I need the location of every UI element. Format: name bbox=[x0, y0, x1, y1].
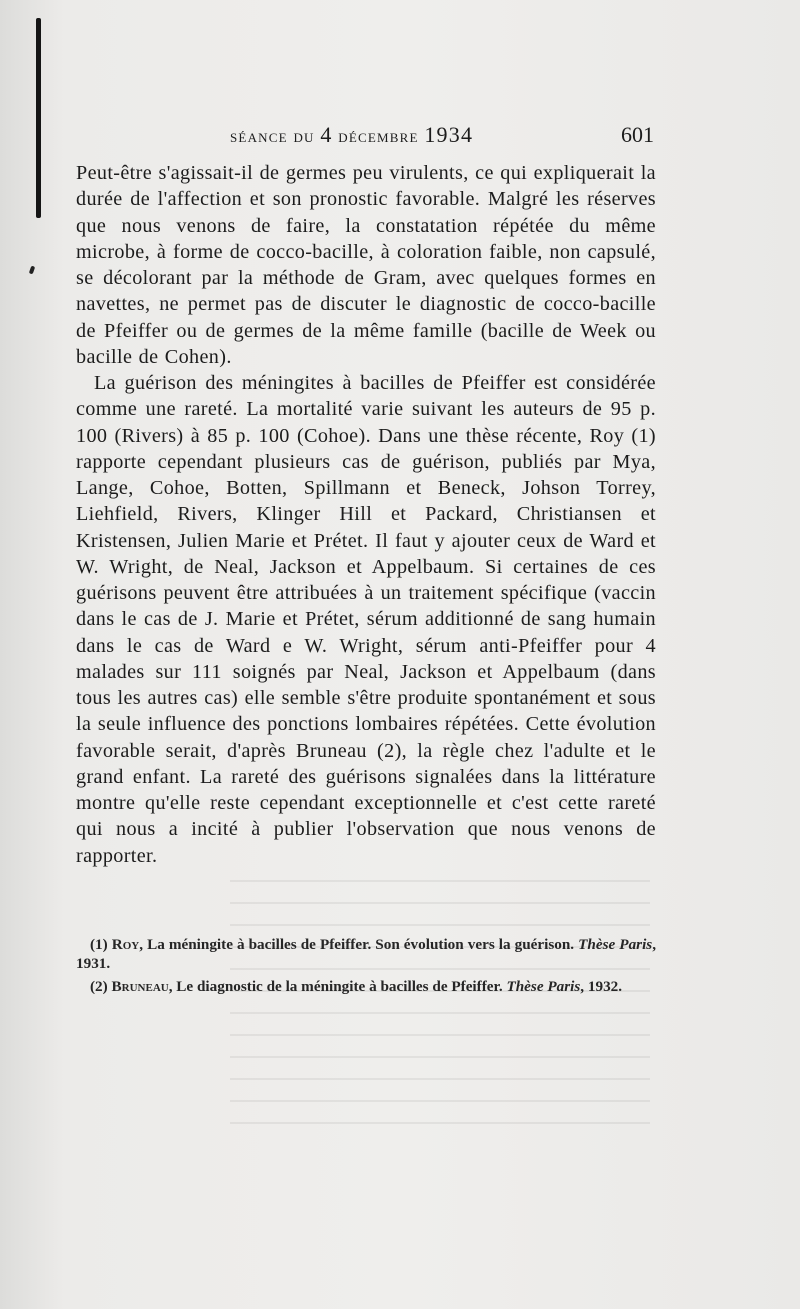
running-title bbox=[230, 122, 473, 148]
footnotes bbox=[76, 935, 656, 1000]
footnote-text: , Le diagnostic de la méningite à bacilles de Pfeiffer. bbox=[168, 978, 503, 995]
binding-shadow-mark bbox=[36, 18, 41, 218]
body-text bbox=[76, 160, 656, 869]
footnote-author: Roy bbox=[111, 936, 140, 953]
footnote-2 bbox=[76, 977, 656, 996]
footnote-source: Thèse Paris bbox=[506, 978, 581, 995]
footnote-marker: (2) bbox=[90, 978, 108, 995]
footnote-1 bbox=[76, 935, 656, 973]
footnote-text: , La méningite à bacilles de Pfeiffer. Son évolution vers la guérison. bbox=[139, 936, 575, 953]
paragraph: La guérison des méningites à bacilles de Pfeiffer est considérée comme une rareté. La mortalité varie suivant les auteurs de 95 p. 100 (Rivers) à 85 p. 100 (Cohoe). Dans une thèse récente, Roy (1) rapporte cependant plusieurs cas de guérison, publiés par Mya, Lange, Cohoe, Botten, Spillmann et Beneck, Johson Torrey, Liehfield, Rivers, Klinger Hill et Packard, Christiansen et Kristensen, Julien Marie et Prétet. Il faut y ajouter ceux de Ward et W. Wright, de Neal, Jackson et Appelbaum. Si certaines de ces guérisons peuvent être attribuées à un traitement spécifique (vaccin dans le cas de J. Marie et Prétet, sérum additionné de sang humain dans le cas de Ward e W. Wright, sérum anti-Pfeiffer pour 4 malades sur 111 soignés par Neal, Jackson et Appelbaum (dans tous les autres cas) elle semble s'être produite spontanément et sous la seule influence des ponctions lombaires répétées. Cette évolution favorable serait, d'après Bruneau (2), la règle chez l'adulte et le grand enfant. La rareté des guérisons signalées dans la littérature montre qu'elle reste cependant exceptionnelle et c'est cette rareté qui nous a incité à publier l'observation que nous venons de rapporter. bbox=[76, 372, 656, 867]
ink-speck bbox=[29, 266, 35, 275]
footnote-year: , 1932. bbox=[580, 978, 623, 995]
running-title-month: décembre bbox=[338, 126, 419, 146]
footnote-year: , 1931. bbox=[76, 936, 657, 972]
paragraph: Peut-être s'agissait-il de germes peu virulents, ce qui expliquerait la durée de l'affection et son pronostic favorable. Malgré les réserves que nous venons de faire, la constatation répétée du même microbe, à forme de cocco-bacille, à coloration faible, non capsulé, se décolorant par la méthode de Gram, avec quelques formes en navettes, ne permet pas de discuter le diagnostic de cocco-bacille de Pfeiffer ou de germes de la même famille (bacille de Week ou bacille de Cohen). bbox=[76, 162, 656, 368]
footnote-marker: (1) bbox=[90, 936, 108, 953]
running-title-year: 1934 bbox=[424, 122, 474, 147]
running-head bbox=[76, 122, 654, 152]
bleed-through-shadow bbox=[230, 880, 653, 1140]
footnote-author: Bruneau bbox=[111, 978, 169, 995]
footnote-source: Thèse Paris bbox=[578, 936, 653, 953]
running-title-day: 4 bbox=[320, 122, 333, 147]
page-number: 601 bbox=[621, 122, 654, 147]
running-title-prefix: séance du bbox=[230, 126, 315, 146]
